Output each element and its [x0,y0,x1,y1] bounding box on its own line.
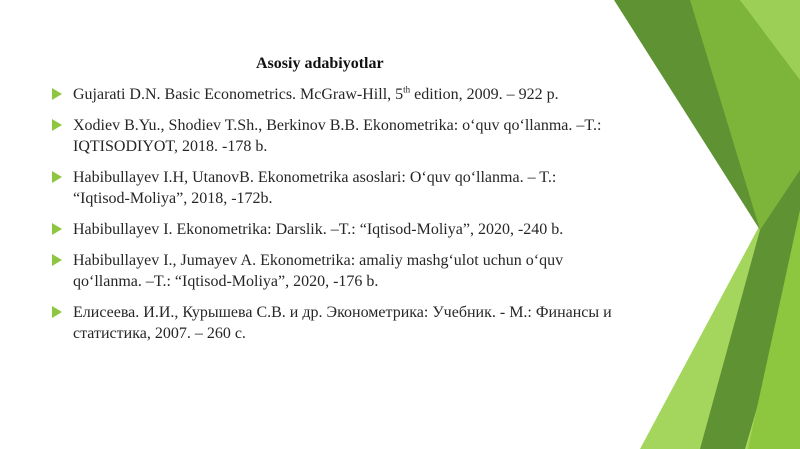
reference-text: Gujarati D.N. Basic Econometrics. McGraw-Hill, 5th edition, 2009. – 922 p. [73,84,559,103]
reference-text: Habibullayev I.H, UtanovB. Ekonometrika asoslari: O‘quv qo‘llanma. – T.: “Iqtisod-Moliya”, 2018, -172b. [73,169,557,207]
triangle-bullet-icon [52,171,62,183]
reference-item [52,302,612,344]
superscript: th [403,84,411,95]
triangle-bullet-icon [52,254,62,266]
reference-text: Xodiev B.Yu., Shodiev T.Sh., Berkinov B.B. Ekonometrika: o‘quv qo‘llanma. –T.: IQTISODIYOT, 2018. -178 b. [73,117,602,155]
reference-item [52,219,612,240]
slide-title: Asosiy adabiyotlar [256,55,384,72]
reference-item [52,250,612,292]
reference-item [52,84,612,105]
triangle-bullet-icon [52,306,62,318]
reference-text: Habibullayev I., Jumayev A. Ekonometrika: amaliy mashg‘ulot uchun o‘quv qo‘llanma. –T.: “Iqtisod-Moliya”, 2020, -176 b. [73,252,564,290]
triangle-bullet-icon [52,119,62,131]
triangle-bullet-icon [52,223,62,235]
reference-item [52,167,612,209]
reference-item [52,115,612,157]
reference-text: Habibullayev I. Ekonometrika: Darslik. –T.: “Iqtisod-Moliya”, 2020, -240 b. [73,221,564,238]
reference-list [52,84,612,354]
triangle-bullet-icon [52,88,62,100]
reference-text: Елисеева. И.И., Курышева С.В. и др. Эконометрика: Учебник. - М.: Финансы и статистика, 2007. – 260 с. [73,304,612,342]
